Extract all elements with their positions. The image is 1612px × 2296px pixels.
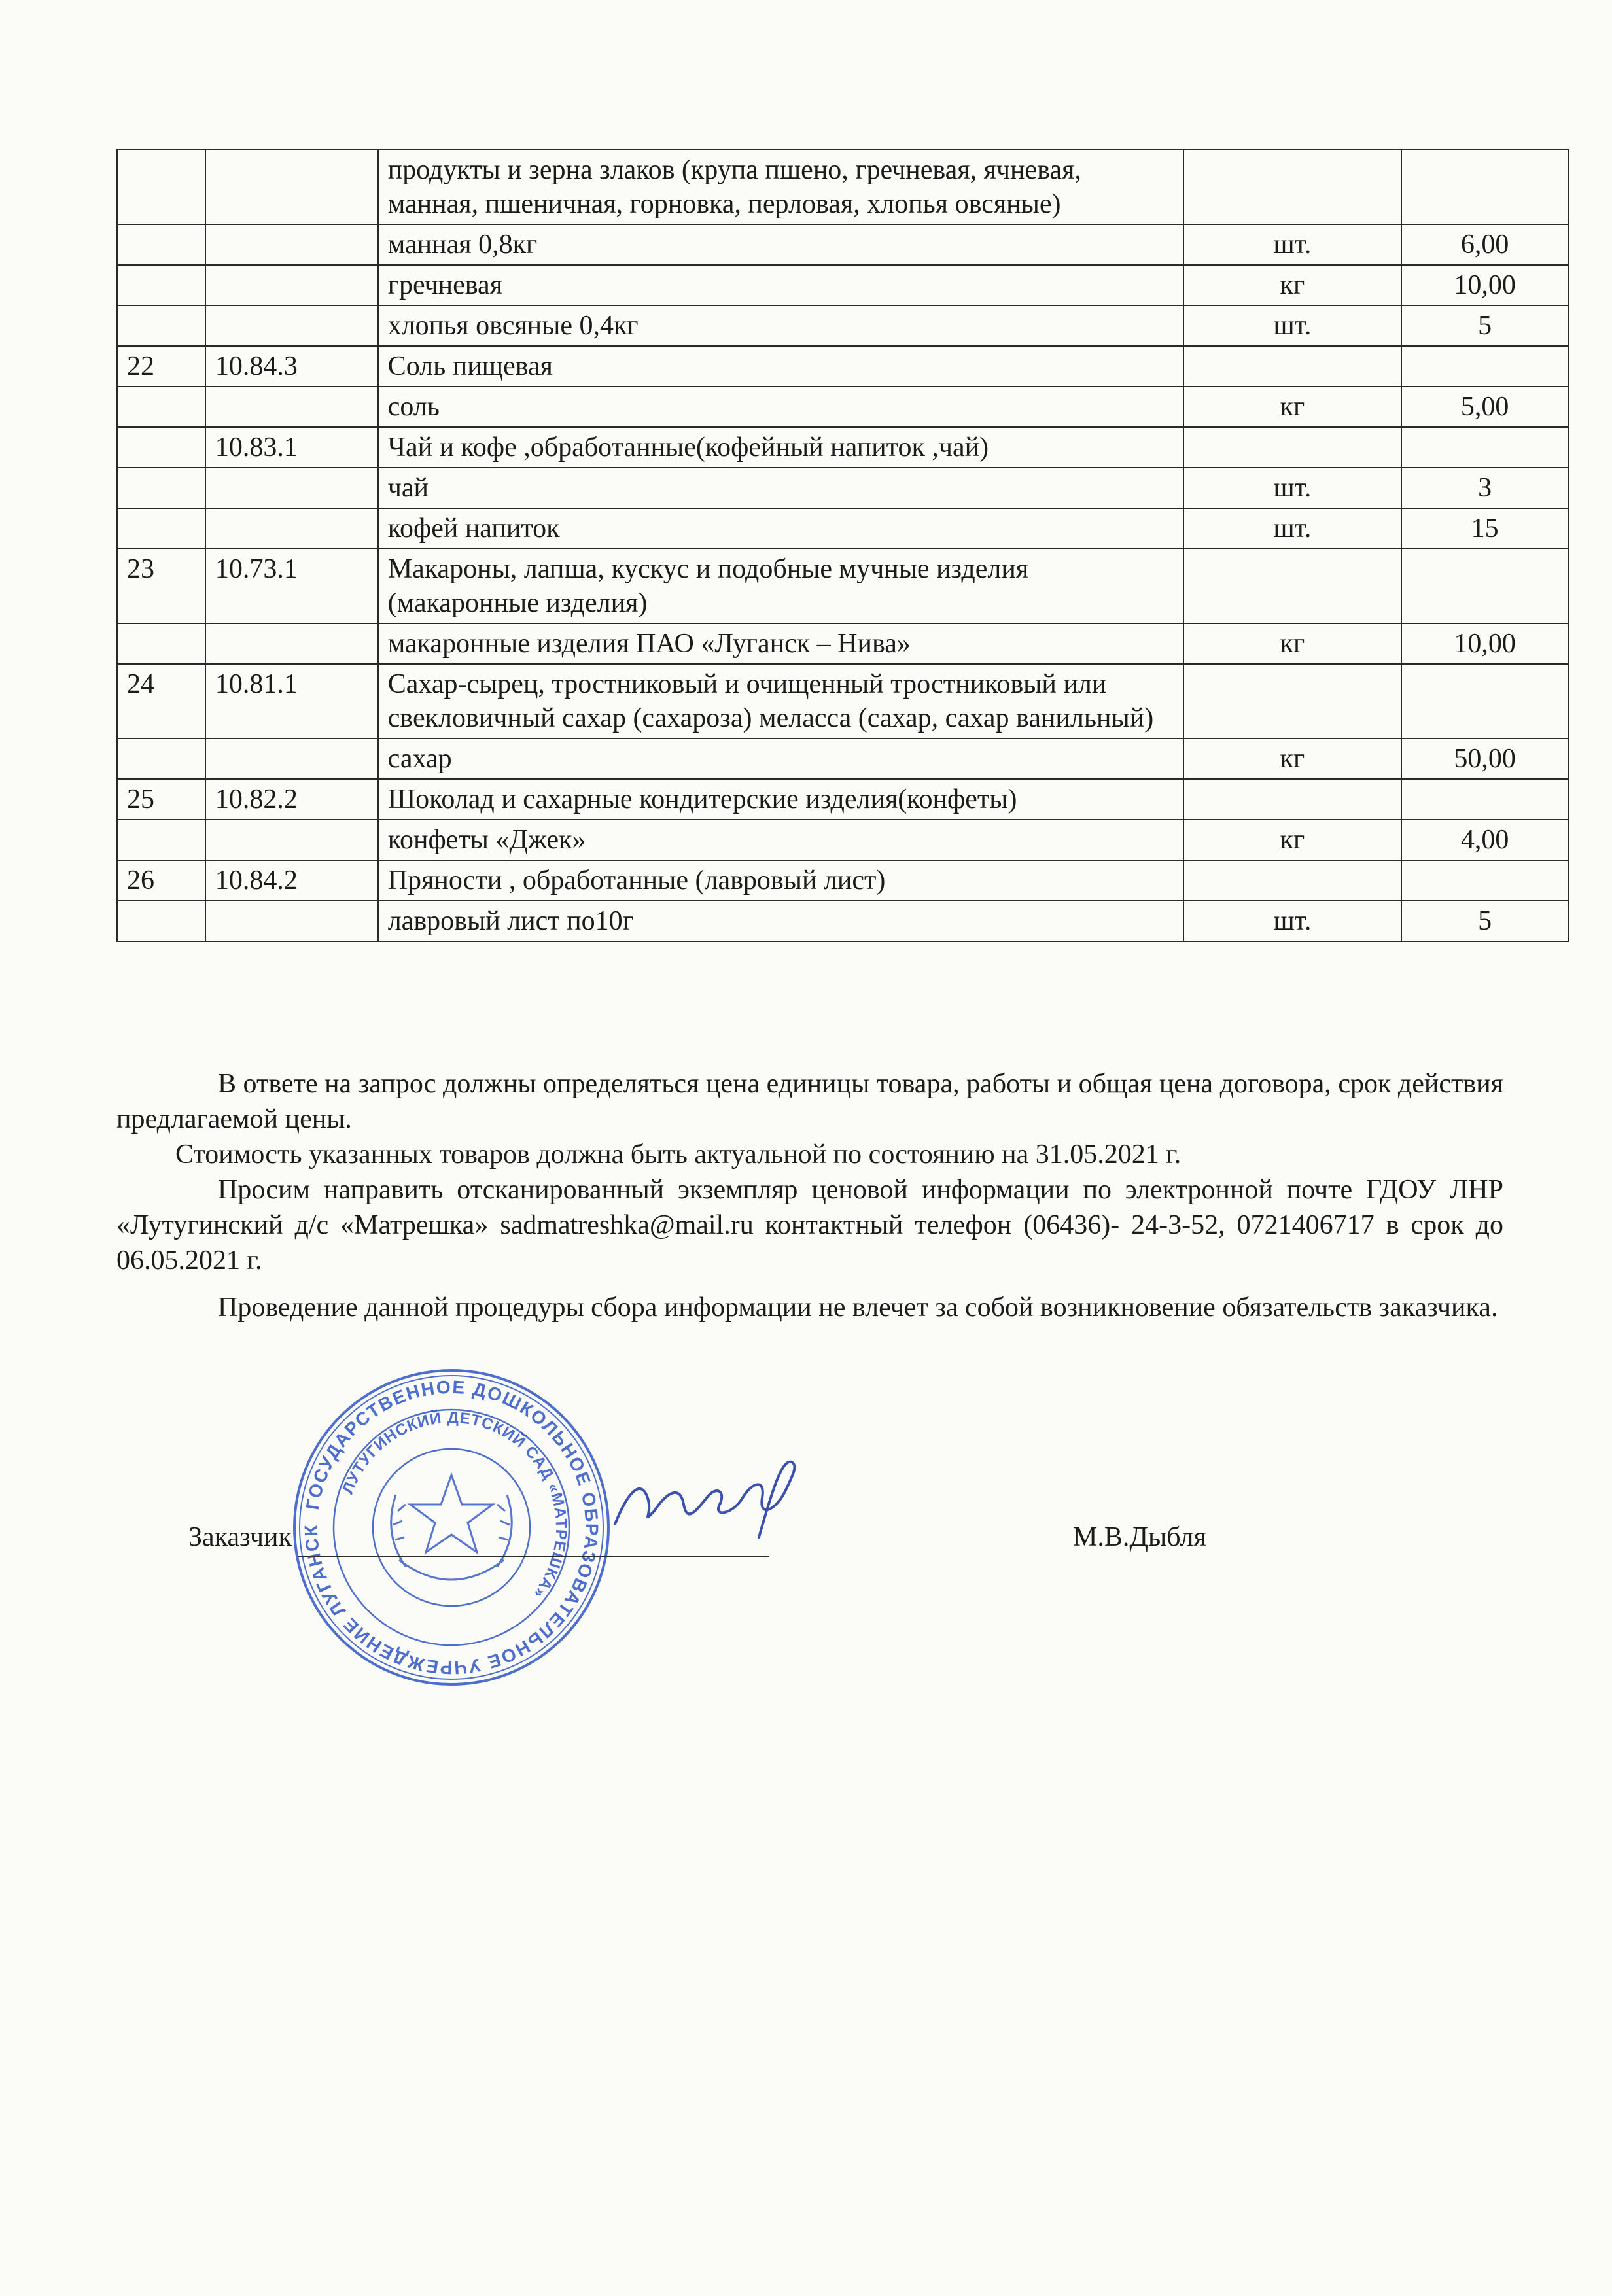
quantity-cell [1401, 549, 1568, 623]
quantity-cell: 6,00 [1401, 224, 1568, 265]
quantity-cell: 15 [1401, 508, 1568, 549]
okpd-code-cell [205, 224, 378, 265]
table-row [117, 387, 1568, 427]
table-row [117, 739, 1568, 779]
item-name-cell: хлопья овсяные 0,4кг [378, 305, 1183, 346]
item-name-cell: соль [378, 387, 1183, 427]
unit-cell [1183, 860, 1402, 901]
item-name-cell: кофей напиток [378, 508, 1183, 549]
item-name-cell: Чай и кофе ,обработанные(кофейный напиток ,чай) [378, 427, 1183, 468]
row-number-cell [117, 427, 205, 468]
quantity-cell [1401, 779, 1568, 820]
unit-cell: шт. [1183, 468, 1402, 508]
stamp-inner-text: ЛУТУГИНСКИЙ ДЕТСКИЙ САД «МАТРЕШКА» [339, 1408, 570, 1603]
table-row [117, 468, 1568, 508]
item-name-cell: Шоколад и сахарные кондитерские изделия(конфеты) [378, 779, 1183, 820]
table-row [117, 265, 1568, 305]
row-number-cell: 24 [117, 664, 205, 739]
okpd-code-cell: 10.82.2 [205, 779, 378, 820]
paragraph-cost-date: Стоимость указанных товаров должна быть актуальной по состоянию на 31.05.2021 г. [175, 1139, 1182, 1170]
quantity-cell [1401, 346, 1568, 387]
quantity-cell [1401, 427, 1568, 468]
unit-cell: шт. [1183, 901, 1402, 941]
okpd-code-cell: 10.84.2 [205, 860, 378, 901]
signature-line [298, 1556, 769, 1557]
quantity-cell: 3 [1401, 468, 1568, 508]
unit-cell [1183, 346, 1402, 387]
item-name-cell: конфеты «Джек» [378, 820, 1183, 860]
quantity-cell [1401, 860, 1568, 901]
okpd-code-cell: 10.81.1 [205, 664, 378, 739]
item-name-cell: Макароны, лапша, кускус и подобные мучные изделия (макаронные изделия) [378, 549, 1183, 623]
okpd-code-cell: 10.73.1 [205, 549, 378, 623]
unit-cell: кг [1183, 739, 1402, 779]
table-row [117, 346, 1568, 387]
table-row [117, 427, 1568, 468]
quantity-cell: 10,00 [1401, 265, 1568, 305]
row-number-cell [117, 508, 205, 549]
row-number-cell [117, 150, 205, 224]
okpd-code-cell [205, 820, 378, 860]
item-name-cell: лавровый лист по10г [378, 901, 1183, 941]
quantity-cell [1401, 150, 1568, 224]
row-number-cell [117, 739, 205, 779]
item-name-cell: Пряности , обработанные (лавровый лист) [378, 860, 1183, 901]
quantity-cell: 5 [1401, 305, 1568, 346]
table-row [117, 224, 1568, 265]
item-name-cell: манная 0,8кг [378, 224, 1183, 265]
row-number-cell: 23 [117, 549, 205, 623]
okpd-code-cell: 10.84.3 [205, 346, 378, 387]
row-number-cell: 25 [117, 779, 205, 820]
okpd-code-cell [205, 739, 378, 779]
quantity-cell: 50,00 [1401, 739, 1568, 779]
unit-cell: шт. [1183, 224, 1402, 265]
item-name-cell: сахар [378, 739, 1183, 779]
unit-cell [1183, 427, 1402, 468]
table-row [117, 820, 1568, 860]
request-text [116, 1066, 1503, 1325]
item-name-cell: Соль пищевая [378, 346, 1183, 387]
row-number-cell [117, 468, 205, 508]
quantity-cell: 4,00 [1401, 820, 1568, 860]
table-row [117, 623, 1568, 664]
paragraph-send-request: Просим направить отсканированный экземпляр ценовой информации по электронной почте ГДОУ ЛНР «Лутугинский д/с «Матрешка» sadmatreshka@mail.ru контактный телефон (06436)- 24-3-52, 0721406717 в срок до 06.05.2021 г. [116, 1175, 1503, 1276]
unit-cell [1183, 779, 1402, 820]
row-number-cell [117, 623, 205, 664]
table-row [117, 150, 1568, 224]
signer-name: М.В.Дыбля [1073, 1522, 1206, 1552]
okpd-code-cell [205, 623, 378, 664]
unit-cell: кг [1183, 387, 1402, 427]
table-row [117, 549, 1568, 623]
unit-cell: кг [1183, 265, 1402, 305]
okpd-code-cell [205, 305, 378, 346]
okpd-code-cell [205, 265, 378, 305]
row-number-cell [117, 387, 205, 427]
okpd-code-cell [205, 468, 378, 508]
row-number-cell: 26 [117, 860, 205, 901]
item-name-cell: макаронные изделия ПАО «Луганск – Нива» [378, 623, 1183, 664]
okpd-code-cell [205, 150, 378, 224]
item-name-cell: чай [378, 468, 1183, 508]
signature-row [0, 1505, 1612, 1583]
paragraph-no-obligation: Проведение данной процедуры сбора информации не влечет за собой возникновение обязательств заказчика. [218, 1293, 1498, 1323]
table-row [117, 508, 1568, 549]
okpd-code-cell [205, 508, 378, 549]
item-name-cell: гречневая [378, 265, 1183, 305]
customer-label: Заказчик [188, 1522, 292, 1552]
okpd-code-cell [205, 387, 378, 427]
table-row [117, 901, 1568, 941]
unit-cell [1183, 150, 1402, 224]
item-name-cell: продукты и зерна злаков (крупа пшено, гречневая, ячневая, манная, пшеничная, горновка, перловая, хлопья овсяные) [378, 150, 1183, 224]
row-number-cell [117, 224, 205, 265]
quantity-cell [1401, 664, 1568, 739]
table-row [117, 664, 1568, 739]
row-number-cell [117, 305, 205, 346]
table-row [117, 305, 1568, 346]
quantity-cell: 5 [1401, 901, 1568, 941]
okpd-code-cell [205, 901, 378, 941]
unit-cell: кг [1183, 623, 1402, 664]
stamp-outer-text: ГОСУДАРСТВЕННОЕ ДОШКОЛЬНОЕ ОБРАЗОВАТЕЛЬНОЕ УЧРЕЖДЕНИЕ ЛУГАНСК [300, 1376, 603, 1679]
table-row [117, 779, 1568, 820]
okpd-code-cell: 10.83.1 [205, 427, 378, 468]
items-table-body [117, 150, 1568, 941]
table-row [117, 860, 1568, 901]
item-name-cell: Сахар-сырец, тростниковый и очищенный тростниковый или свекловичный сахар (сахароза) меласса (сахар, сахар ванильный) [378, 664, 1183, 739]
unit-cell: кг [1183, 820, 1402, 860]
paragraph-price-info: В ответе на запрос должны определяться цена единицы товара, работы и общая цена договора, срок действия предлагаемой цены. [116, 1069, 1503, 1134]
unit-cell [1183, 664, 1402, 739]
unit-cell [1183, 549, 1402, 623]
unit-cell: шт. [1183, 508, 1402, 549]
items-table [116, 149, 1569, 942]
quantity-cell: 10,00 [1401, 623, 1568, 664]
row-number-cell [117, 901, 205, 941]
unit-cell: шт. [1183, 305, 1402, 346]
row-number-cell [117, 820, 205, 860]
row-number-cell [117, 265, 205, 305]
quantity-cell: 5,00 [1401, 387, 1568, 427]
row-number-cell: 22 [117, 346, 205, 387]
